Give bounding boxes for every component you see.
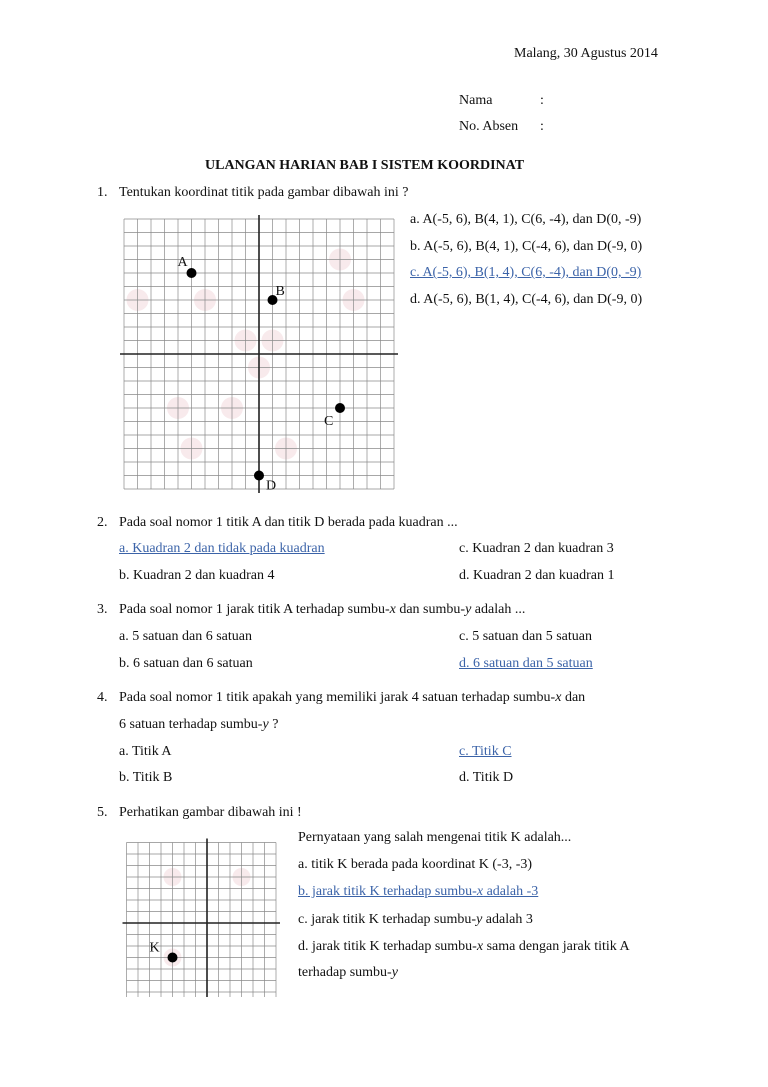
q4-option-b: b. Titik B <box>119 770 173 785</box>
q3-text: Pada soal nomor 1 jarak titik A terhadap sumbu-x dan sumbu-y adalah ... <box>119 602 526 617</box>
q4-option-d: d. Titik D <box>459 770 514 785</box>
q1-option-d: d. A(-5, 6), B(1, 4), C(-4, 6), dan D(-9, 0) <box>410 292 643 307</box>
q1-text: Tentukan koordinat titik pada gambar dibawah ini ? <box>119 185 409 200</box>
q2-option-a: a. Kuadran 2 dan tidak pada kuadran <box>119 541 325 556</box>
q2-option-c: c. Kuadran 2 dan kuadran 3 <box>459 541 614 556</box>
q1-option-a: a. A(-5, 6), B(4, 1), C(6, -4), dan D(0, -9) <box>410 212 642 227</box>
point-c <box>335 403 345 413</box>
q3-option-a: a. 5 satuan dan 6 satuan <box>119 629 252 644</box>
q2-option-d: d. Kuadran 2 dan kuadran 1 <box>459 568 615 583</box>
q5-option-d: d. jarak titik K terhadap sumbu-x sama dengan jarak titik A <box>298 939 630 954</box>
q3-option-b: b. 6 satuan dan 6 satuan <box>119 656 253 671</box>
q3-option-d: d. 6 satuan dan 5 satuan <box>459 656 593 671</box>
date-line: Malang, 30 Agustus 2014 <box>514 46 658 61</box>
q1-grid-lines <box>120 215 398 493</box>
q1-option-b: b. A(-5, 6), B(4, 1), C(-4, 6), dan D(-9, 0) <box>410 239 643 254</box>
q1-option-c: c. A(-5, 6), B(1, 4), C(6, -4), dan D(0, -9) <box>410 265 642 280</box>
point-label-k: K <box>149 940 160 956</box>
q1-coordinate-grid <box>118 213 404 495</box>
point-label-b: B <box>275 284 285 299</box>
q5-option-c: c. jarak titik K terhadap sumbu-y adalah 3 <box>298 912 533 927</box>
point-a <box>187 268 197 278</box>
q4-text-line2: 6 satuan terhadap sumbu-y ? <box>119 717 279 732</box>
q5-coordinate-grid <box>121 830 284 997</box>
q2-number: 2. <box>97 515 108 530</box>
q5-number: 5. <box>97 805 108 820</box>
q1-number: 1. <box>97 185 108 200</box>
q5-option-a: a. titik K berada pada koordinat K (-3, -3) <box>298 857 533 872</box>
name-label: Nama <box>459 93 493 108</box>
q4-number: 4. <box>97 690 108 705</box>
name-colon: : <box>540 93 544 108</box>
point-label-d: D <box>266 478 277 494</box>
q3-option-c: c. 5 satuan dan 5 satuan <box>459 629 592 644</box>
q5-option-d-line2: terhadap sumbu-y <box>298 965 398 980</box>
q5-text: Perhatikan gambar dibawah ini ! <box>119 805 302 820</box>
q5-grid-lines <box>123 839 281 998</box>
q4-option-a: a. Titik A <box>119 744 172 759</box>
absen-colon: : <box>540 119 544 134</box>
page-title: ULANGAN HARIAN BAB I SISTEM KOORDINAT <box>205 158 525 173</box>
q5-stem: Pernyataan yang salah mengenai titik K adalah... <box>298 830 572 845</box>
point-label-c: C <box>324 414 334 429</box>
q5-option-b: b. jarak titik K terhadap sumbu-x adalah -3 <box>298 884 539 899</box>
q2-option-b: b. Kuadran 2 dan kuadran 4 <box>119 568 275 583</box>
point-label-a: A <box>177 255 188 270</box>
q2-text: Pada soal nomor 1 titik A dan titik D berada pada kuadran ... <box>119 515 458 530</box>
q3-number: 3. <box>97 602 108 617</box>
absen-label: No. Absen <box>459 119 519 134</box>
q4-text-line1: Pada soal nomor 1 titik apakah yang memiliki jarak 4 satuan terhadap sumbu-x dan <box>119 690 586 705</box>
point-d <box>254 471 264 481</box>
point-k <box>168 953 178 963</box>
q4-option-c: c. Titik C <box>459 744 512 759</box>
